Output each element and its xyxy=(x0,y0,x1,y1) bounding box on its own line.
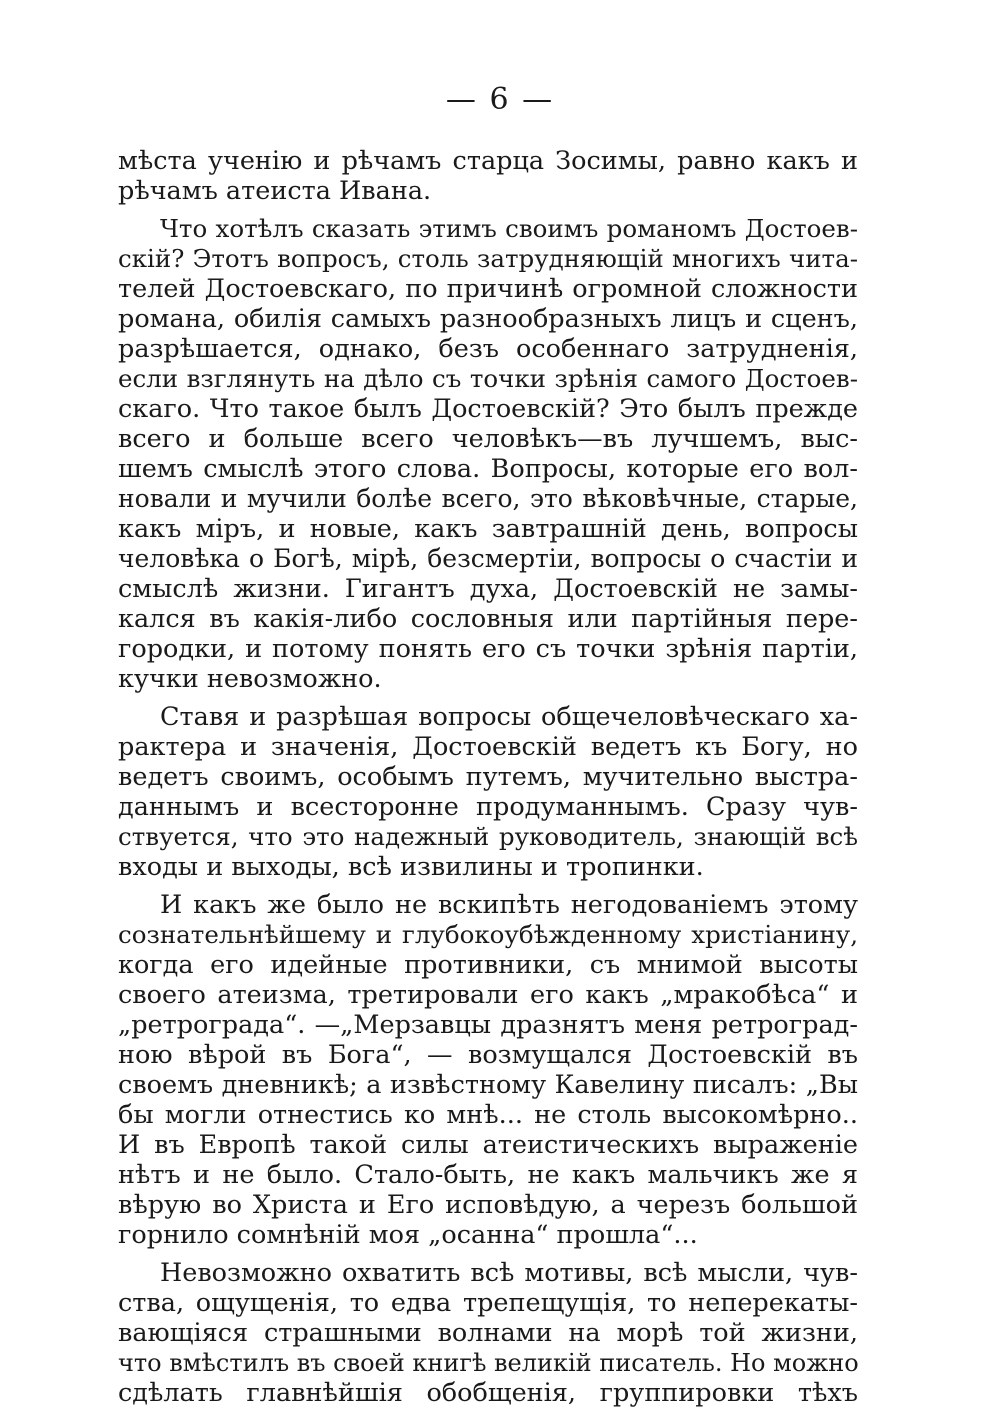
text-line: городки, и потому понять его съ точки зрѣнія партіи, xyxy=(118,634,858,664)
text-line: И какъ же было не вскипѣть негодованіемъ этому xyxy=(160,890,858,920)
paragraph xyxy=(118,146,858,206)
text-line: кучки невозможно. xyxy=(118,664,382,694)
text-line: рактера и значенія, Достоевскій ведетъ къ Богу, но xyxy=(118,732,858,762)
text-line: человѣка о Богѣ, мірѣ, безсмертіи, вопросы о счастіи и xyxy=(118,544,858,573)
text-line: сдѣлать главнѣйшія обобщенія, группировки тѣхъ xyxy=(118,1378,858,1408)
text-line: горнило сомнѣній моя „осанна“ прошла“... xyxy=(118,1220,698,1250)
text-line: рѣчамъ атеиста Ивана. xyxy=(118,176,432,206)
text-line: скій? Этотъ вопросъ, столь затрудняющій многихъ чита- xyxy=(118,244,858,273)
paragraph xyxy=(118,1258,858,1408)
text-line: мѣста ученію и рѣчамъ старца Зосимы, равно какъ и xyxy=(118,146,858,176)
text-line: ною вѣрой въ Бога“, — возмущался Достоевскій въ xyxy=(118,1040,858,1070)
text-line: всего и больше всего человѣкъ—въ лучшемъ, выс- xyxy=(118,424,858,454)
text-line: своего атеизма, третировали его какъ „мракобѣса“ и xyxy=(118,980,858,1010)
text-line: скаго. Что такое былъ Достоевскій? Это былъ прежде xyxy=(118,394,858,424)
text-line: сознательнѣйшему и глубокоубѣжденному христіанину, xyxy=(118,920,858,949)
text-line: смыслѣ жизни. Гигантъ духа, Достоевскій не замы- xyxy=(118,574,858,604)
text-line: ствуется, что это надежный руководитель, знающій всѣ xyxy=(118,822,858,851)
text-line: вающіяся страшными волнами на морѣ той жизни, xyxy=(118,1318,858,1348)
text-line: новали и мучили болѣе всего, это вѣковѣчные, старые, xyxy=(118,484,858,513)
text-line: входы и выходы, всѣ извилины и тропинки. xyxy=(118,852,704,882)
text-line: своемъ дневникѣ; а извѣстному Кавелину писалъ: „Вы xyxy=(118,1070,858,1100)
text-line: даннымъ и всесторонне продуманнымъ. Сразу чув- xyxy=(118,792,858,822)
text-line: ведетъ своимъ, особымъ путемъ, мучительно выстра- xyxy=(118,762,858,792)
text-line: кался въ какія-либо сословныя или партійныя пере- xyxy=(118,604,858,634)
text-line: какъ міръ, и новые, какъ завтрашній день, вопросы xyxy=(118,514,858,544)
text-line: Что хотѣлъ сказать этимъ своимъ романомъ Достоев- xyxy=(160,214,858,243)
text-line: „ретроградa“. —„Мерзавцы дразнятъ меня ретроград- xyxy=(118,1010,858,1040)
text-line: что вмѣстилъ въ своей книгѣ великій писатель. Но можно xyxy=(118,1349,859,1377)
text-line: если взглянуть на дѣло съ точки зрѣнія самого Достоев- xyxy=(118,364,858,393)
text-line: вѣрую во Христа и Его исповѣдую, а черезъ большой xyxy=(118,1190,858,1220)
text-line: телей Достоевскаго, по причинѣ огромной сложности xyxy=(118,274,858,304)
paragraph xyxy=(118,702,858,882)
text-line: романа, обилія самыхъ разнообразныхъ лицъ и сценъ, xyxy=(118,304,858,334)
text-line: И въ Европѣ такой силы атеистическихъ выраженіе xyxy=(118,1130,858,1160)
text-line: Ставя и разрѣшая вопросы общечеловѣческаго ха- xyxy=(160,702,858,732)
paragraph xyxy=(118,890,858,1250)
text-line: шемъ смыслѣ этого слова. Вопросы, которые его вол- xyxy=(118,454,858,484)
text-line: бы могли отнестись ко мнѣ... не столь высокомѣрно.. xyxy=(118,1100,858,1130)
text-line: Невозможно охватить всѣ мотивы, всѣ мысли, чув- xyxy=(160,1258,858,1288)
page-number: — 6 — xyxy=(445,82,555,117)
text-line: нѣтъ и не было. Стало-быть, не какъ мальчикъ же я xyxy=(118,1160,858,1190)
paragraph xyxy=(118,214,858,694)
text-line: когда его идейные противники, съ мнимой высоты xyxy=(118,950,858,980)
text-line: разрѣшается, однако, безъ особеннаго затрудненія, xyxy=(118,334,858,364)
text-line: ства, ощущенія, то едва трепещущія, то неперекаты- xyxy=(118,1288,858,1318)
text-body xyxy=(118,146,858,1408)
